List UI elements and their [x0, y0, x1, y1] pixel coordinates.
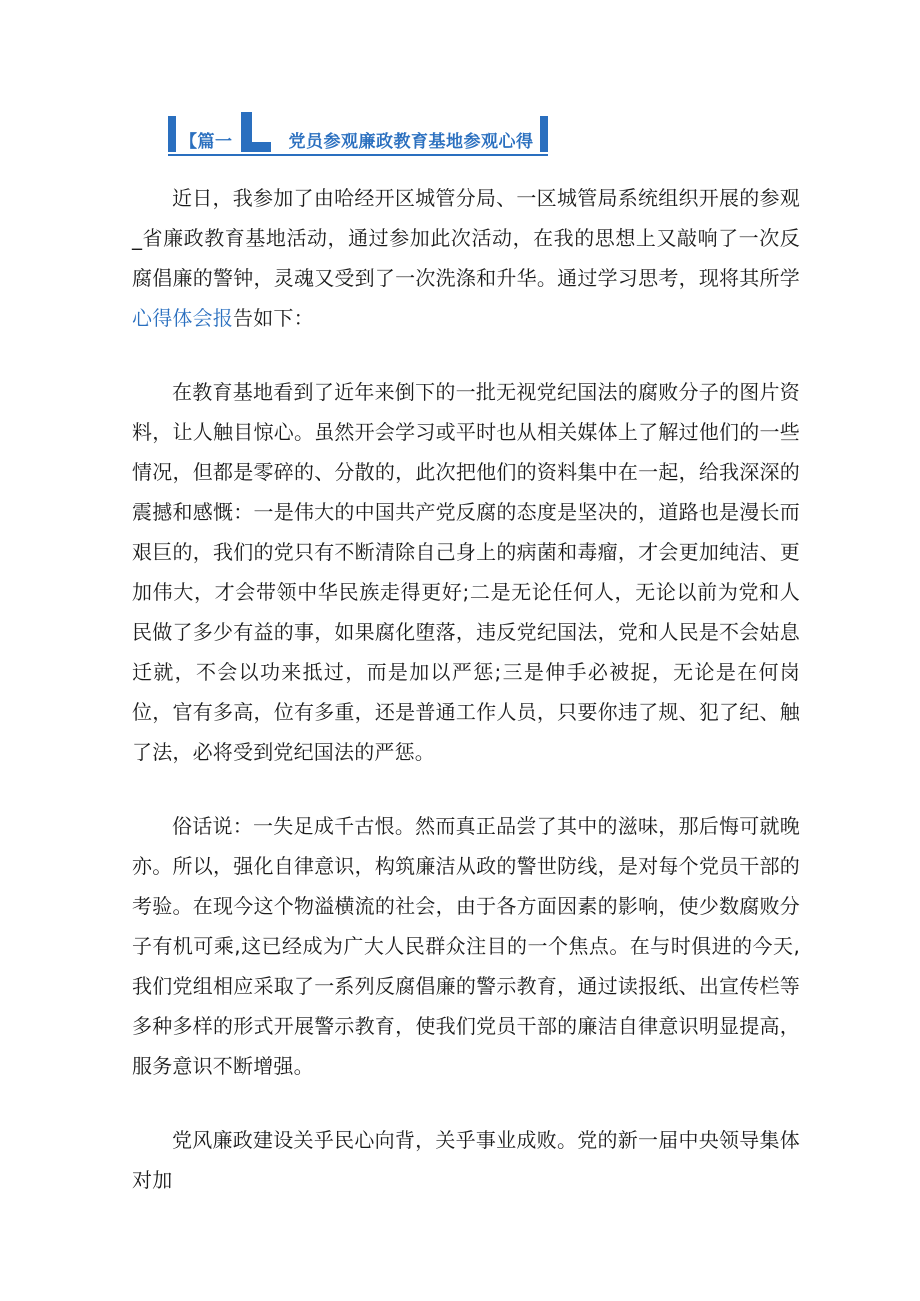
document-heading: [168, 104, 548, 156]
heading-title: 党员参观廉政教育基地参观心得: [288, 132, 534, 152]
paragraph-4: 党风廉政建设关乎民心向背，关乎事业成败。党的新一届中央领导集体对加: [132, 1128, 800, 1192]
paragraph-1: [132, 178, 800, 338]
paragraph-1-tail: 告如下：: [233, 306, 314, 330]
document-body: [132, 178, 800, 1234]
heading-prefix: 【篇一: [180, 132, 233, 152]
report-link[interactable]: 心得体会报: [132, 306, 233, 330]
paragraph-3: 俗话说：一失足成千古恨。然而真正品尝了其中的滋味，那后悔可就晚亦。所以，强化自律意识，构筑廉洁从政的警世防线，是对每个党员干部的考验。在现今这个物溢横流的社会，由于各方面因素的影响，使少数腐败分子有机可乘,这已经成为广大人民群众注目的一个焦点。在与时俱进的今天,我们党组相应采取了一系列反腐倡廉的警示教育，通过读报纸、出宣传栏等多种多样的形式开展警示教育，使我们党员干部的廉洁自律意识明显提高，服务意识不断增强。: [132, 814, 800, 1078]
heading-bar-start: [168, 116, 176, 152]
paragraph-2: 在教育基地看到了近年来倒下的一批无视党纪国法的腐败分子的图片资料，让人触目惊心。虽然开会学习或平时也从相关媒体上了解过他们的一些情况，但都是零碎的、分散的，此次把他们的资料集中在一起，给我深深的震撼和感慨：一是伟大的中国共产党反腐的态度是坚决的，道路也是漫长而艰巨的，我们的党只有不断清除自己身上的病菌和毒瘤，才会更加纯洁、更加伟大，才会带领中华民族走得更好;二是无论任何人，无论以前为党和人民做了多少有益的事，如果腐化堕落，违反党纪国法，党和人民是不会姑息迁就，不会以功来抵过，而是加以严惩;三是伸手必被捉，无论是在何岗位，官有多高，位有多重，还是普通工作人员，只要你违了规、犯了纪、触了法，必将受到党纪国法的严惩。: [132, 380, 800, 764]
paragraph-1-text: 近日，我参加了由哈经开区城管分局、一区城管局系统组织开展的参观_省廉政教育基地活动，通过参加此次活动，在我的思想上又敲响了一次反腐倡廉的警钟，灵魂又受到了一次洗涤和升华。通过学习思考，现将其所学: [132, 186, 800, 290]
heading-bar-end: [540, 116, 548, 152]
heading-l-glyph: [239, 112, 273, 152]
